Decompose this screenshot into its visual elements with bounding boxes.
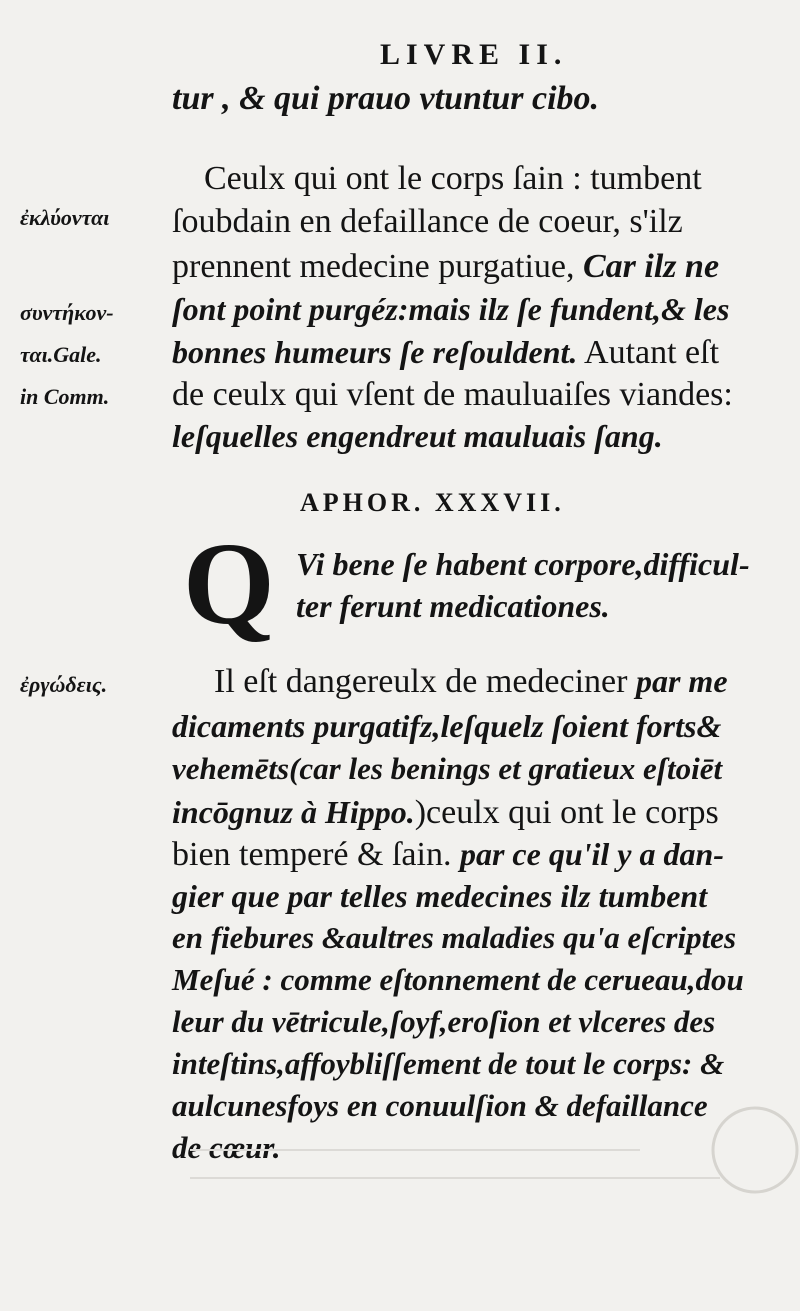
margin-note-1: ἐκλύονται (20, 205, 110, 230)
text-line-15-roman: bien temperé & ſain. (172, 836, 452, 873)
text-line-8: leſquelles engendreut mauluais ſang. (172, 418, 663, 454)
text-line-4 (172, 250, 719, 284)
aphorism-heading: APHOR. XXXVII. (300, 488, 565, 517)
text-line-13: vehemēts(car les benings et gratieux eſtoiēt (172, 751, 723, 786)
text-line-4-italic: Car ilz ne (583, 248, 720, 285)
text-line-3: ſoubdain en defaillance de coeur, s'ilz (172, 203, 683, 240)
text-line-18: Meſué : comme eſtonnement de cerueau,dou (172, 962, 744, 997)
aphorism-latin-line-1: Vi bene ſe habent corpore,difficul- (296, 546, 750, 582)
text-line-20: inteſtins,affoybliſſement de tout le corps: & (172, 1046, 725, 1081)
margin-note-2: συντήκον- (20, 300, 114, 325)
text-line-1: tur , & qui prauo vtuntur cibo. (172, 80, 600, 117)
text-line-14-roman: )ceulx qui ont le corps (414, 794, 719, 831)
margin-note-4: in Comm. (20, 384, 110, 409)
running-title: LIVRE II. (380, 38, 568, 71)
text-line-15 (172, 838, 724, 872)
text-line-14 (172, 796, 719, 830)
text-line-21: aulcunesfoys en conuulſion & defaillance (172, 1088, 708, 1123)
text-line-7: de ceulx qui vſent de mauluaiſes viandes: (172, 376, 733, 413)
margin-note-5: ἐργώδεις. (20, 672, 108, 697)
text-line-4-roman: prennent medecine purgatiue, (172, 248, 575, 285)
text-line-16: gier que par telles medecines ilz tumbent (172, 878, 708, 914)
text-line-12: dicaments purgatifz,leſquelz ſoient forts& (172, 708, 722, 744)
margin-note-3: ται.Gale. (20, 342, 102, 367)
text-line-14-italic: incōgnuz à Hippo. (172, 794, 415, 830)
text-line-11-roman: Il eſt dangereulx de medeciner (214, 663, 628, 700)
text-line-6 (172, 336, 719, 370)
text-line-17: en fiebures &aultres maladies qu'a eſcriptes (172, 920, 737, 955)
text-line-6-italic: bonnes humeurs ſe reſouldent. (172, 334, 578, 370)
text-line-11-italic: par me (635, 663, 728, 699)
drop-initial: Q (183, 518, 275, 649)
text-line-19: leur du vētricule,ſoyf,eroſion et vlceres des (172, 1004, 716, 1039)
text-line-11 (214, 665, 728, 699)
text-line-5: ſont point purgéz:mais ilz ſe fundent,& les (172, 291, 730, 327)
aphorism-latin-line-2: ter ferunt medicationes. (296, 588, 610, 624)
text-line-15-italic: par ce qu'il y a dan- (459, 836, 724, 872)
text-line-6-roman: Autant eſt (584, 334, 720, 371)
text-line-2: Ceulx qui ont le corps ſain : tumbent (204, 160, 702, 197)
text-line-22: de cœur. (172, 1130, 281, 1165)
